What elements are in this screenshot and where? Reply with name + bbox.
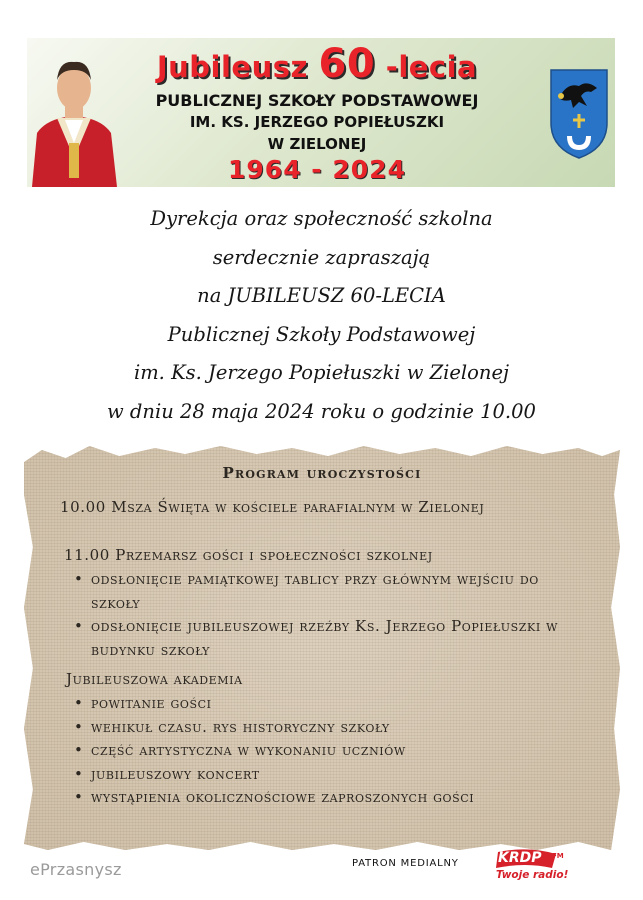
program-item-academy: Jubileuszowa akademia <box>66 670 243 688</box>
school-line-3: W ZIELONEJ <box>267 135 367 153</box>
jubilee-years: 1964 - 2024 <box>228 155 406 184</box>
jubilee-banner <box>27 38 615 187</box>
program-item-mass: 10.00 Msza Święta w kościele parafialnym w Zielonej <box>60 498 485 516</box>
list-item: • część artystyczna w wykonaniu uczniów <box>72 739 592 763</box>
program-item-march: 11.00 Przemarsz gości i społeczności szkolnej <box>64 546 433 564</box>
invitation-text <box>0 200 643 431</box>
jubilee-title <box>97 41 537 87</box>
eprzasnysz-logo[interactable] <box>30 860 122 879</box>
list-item: • powitanie gości <box>72 692 592 716</box>
invitation-line: Dyrekcja oraz społeczność szkolna <box>150 207 493 230</box>
krdp-fm: FM <box>552 852 564 860</box>
invitation-line: w dniu 28 maja 2024 roku o godzinie 10.00 <box>107 399 536 423</box>
school-line-1: PUBLICZNEJ SZKOŁY PODSTAWOWEJ <box>155 91 479 110</box>
media-patron-label: PATRON MEDIALNY <box>352 858 459 869</box>
list-item: • odsłonięcie pamiątkowej tablicy przy głównym wejściu do szkoły <box>72 568 592 615</box>
title-prefix: Jubileusz <box>156 50 308 84</box>
invitation-line: serdecznie zapraszają <box>212 245 431 269</box>
march-bullet-list <box>72 568 592 662</box>
invitation-line: na JUBILEUSZ 60-LECIA <box>197 284 446 307</box>
list-item: • wehikuł czasu. rys historyczny szkoły <box>72 716 592 740</box>
title-number: 60 <box>318 41 376 87</box>
program-title: Program uroczystości <box>222 464 422 482</box>
krdp-name: KRDP <box>498 850 542 866</box>
invitation-line: im. Ks. Jerzego Popiełuszki w Zielonej <box>133 361 510 384</box>
invitation-line: Publicznej Szkoły Podstawowej <box>167 322 476 346</box>
school-line-2: IM. KS. JERZEGO POPIEŁUSZKI <box>189 113 445 131</box>
academy-bullet-list <box>72 692 592 810</box>
title-suffix: -lecia <box>385 50 478 84</box>
krdp-slogan: Twoje radio! <box>496 869 569 881</box>
list-item: • jubileuszowy koncert <box>72 763 592 787</box>
list-item: • odsłonięcie jubileuszowej rzeźby Ks. Jerzego Popiełuszki w budynku szkoły <box>72 615 592 662</box>
list-item: • wystąpienia okolicznościowe zaproszonych gości <box>72 786 592 810</box>
eprzasnysz-logo-text: ePrzasnysz <box>30 860 122 879</box>
coat-of-arms-icon <box>549 68 609 160</box>
